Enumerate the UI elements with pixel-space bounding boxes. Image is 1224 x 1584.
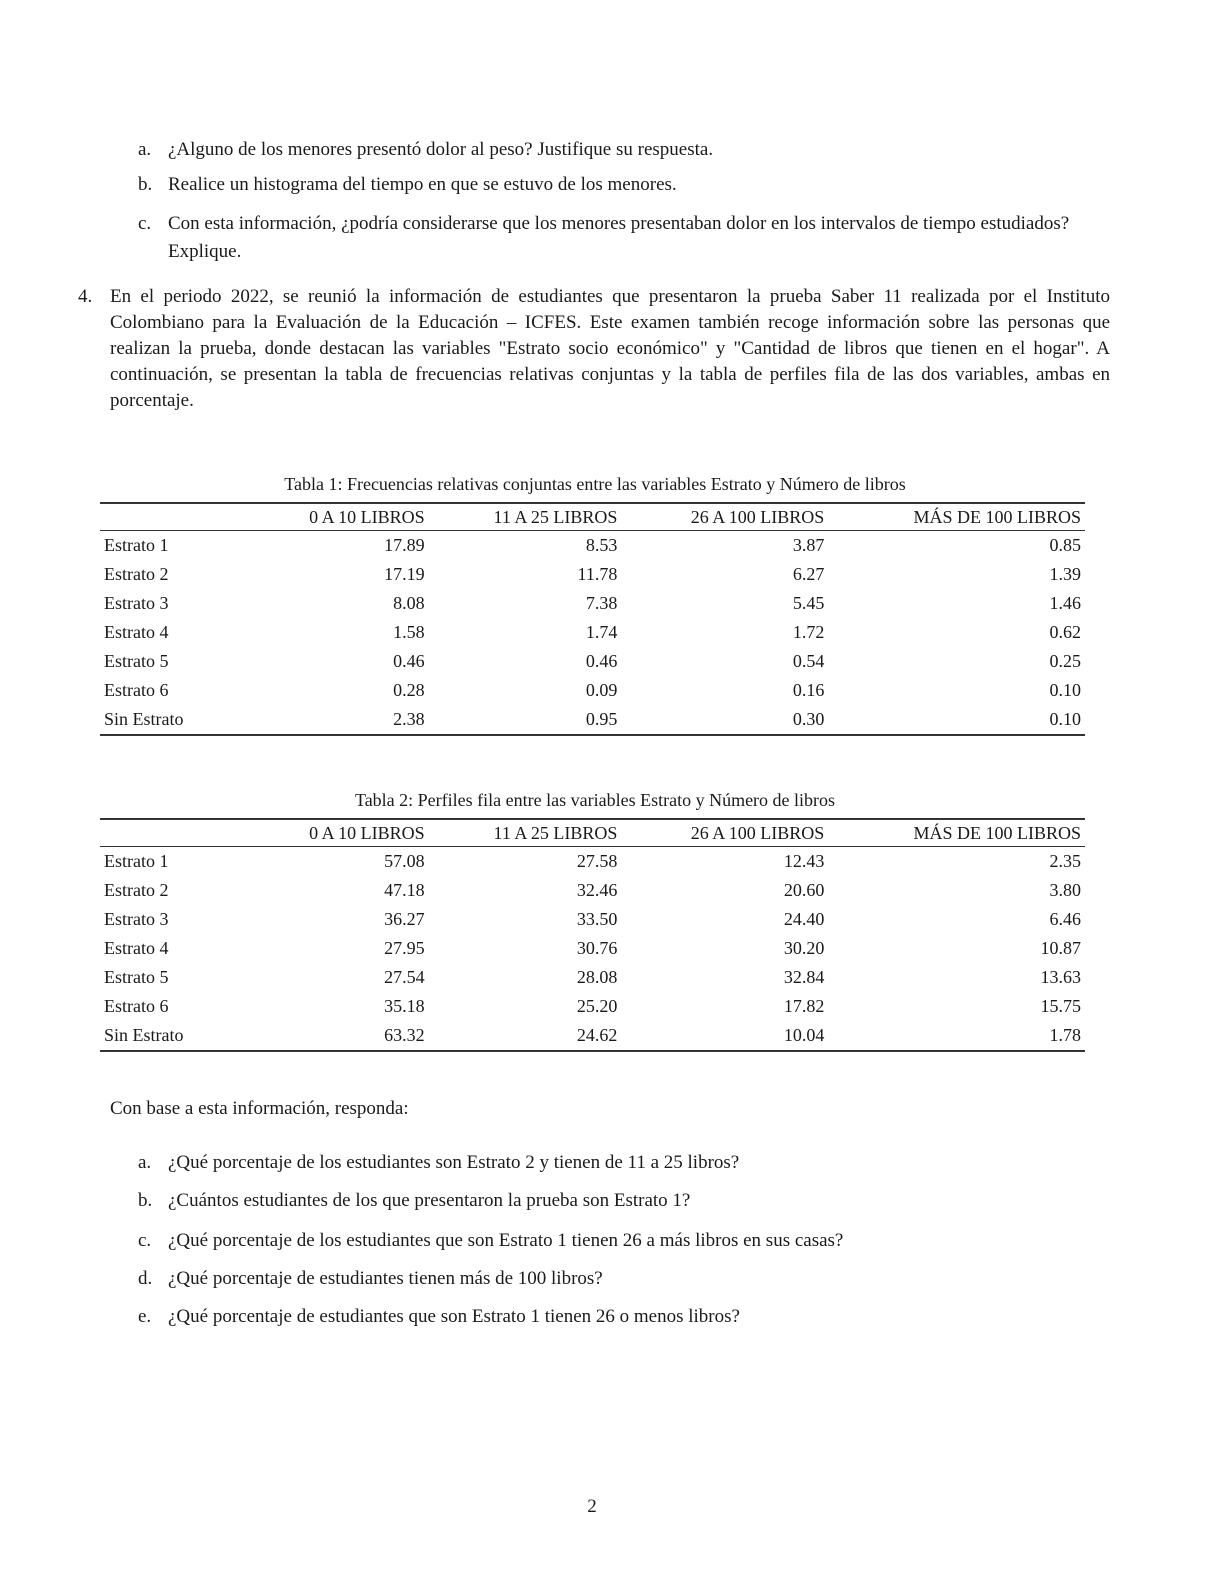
table-cell: 0.16 bbox=[792, 680, 825, 700]
table-row bbox=[100, 963, 1085, 992]
table-header-cell: MÁS DE 100 LIBROS bbox=[913, 822, 1081, 843]
table-cell: 8.53 bbox=[585, 535, 618, 555]
table-cell: 30.76 bbox=[576, 938, 618, 958]
table-header-cell: 11 A 25 LIBROS bbox=[493, 506, 618, 527]
row-label: Estrato 4 bbox=[104, 938, 169, 958]
table-header-cell: 26 A 100 LIBROS bbox=[690, 506, 825, 527]
item-marker: c. bbox=[138, 1230, 152, 1251]
table-cell: 0.28 bbox=[393, 680, 425, 700]
table-cell: 7.38 bbox=[585, 593, 618, 613]
table-cell: 27.58 bbox=[576, 851, 618, 871]
item-text: ¿Cuántos estudiantes de los que presentaron la prueba son Estrato 1? bbox=[168, 1190, 691, 1211]
row-label: Estrato 6 bbox=[104, 996, 169, 1016]
table-row bbox=[100, 560, 1085, 589]
row-label: Estrato 5 bbox=[104, 967, 169, 987]
table-cell: 1.78 bbox=[1049, 1025, 1081, 1045]
table-cell: 0.46 bbox=[585, 651, 618, 671]
table-row bbox=[100, 589, 1085, 618]
table-row bbox=[100, 847, 1085, 877]
table-cell: 36.27 bbox=[384, 909, 425, 929]
table-cell: 63.32 bbox=[384, 1025, 425, 1045]
item-marker: d. bbox=[138, 1268, 153, 1289]
table-cell: 17.89 bbox=[384, 535, 425, 555]
table-cell: 2.35 bbox=[1049, 851, 1081, 871]
item-marker: b. bbox=[138, 174, 153, 195]
list-item bbox=[138, 1264, 603, 1294]
list-item bbox=[138, 1302, 740, 1332]
table-header-cell: MÁS DE 100 LIBROS bbox=[913, 506, 1081, 527]
list-item bbox=[138, 210, 1108, 266]
table-cell: 5.45 bbox=[792, 593, 825, 613]
table-cell: 25.20 bbox=[576, 996, 618, 1016]
table-cell: 13.63 bbox=[1040, 967, 1081, 987]
table-cell: 33.50 bbox=[576, 909, 618, 929]
table-row bbox=[100, 647, 1085, 676]
table-cell: 15.75 bbox=[1040, 996, 1081, 1016]
table-header-row bbox=[100, 819, 1085, 847]
item-text: Realice un histograma del tiempo en que se estuvo de los menores. bbox=[168, 174, 677, 195]
table-cell: 1.58 bbox=[393, 622, 425, 642]
table-cell: 0.85 bbox=[1049, 535, 1081, 555]
table-cell: 35.18 bbox=[384, 996, 425, 1016]
table-cell: 27.54 bbox=[384, 967, 425, 987]
question-number: 4. bbox=[78, 286, 93, 307]
table-cell: 17.82 bbox=[783, 996, 825, 1016]
table-row bbox=[100, 992, 1085, 1021]
table-cell: 12.43 bbox=[783, 851, 825, 871]
list-item bbox=[138, 1186, 690, 1216]
table-cell: 3.87 bbox=[792, 535, 825, 555]
table-cell: 1.46 bbox=[1049, 593, 1081, 613]
table-cell: 0.25 bbox=[1049, 651, 1081, 671]
table-cell: 1.39 bbox=[1049, 564, 1081, 584]
table-cell: 0.30 bbox=[792, 709, 825, 729]
table-row bbox=[100, 531, 1085, 561]
table-cell: 17.19 bbox=[384, 564, 425, 584]
table-cell: 0.09 bbox=[585, 680, 618, 700]
table-cell: 1.74 bbox=[585, 622, 618, 642]
row-label: Estrato 4 bbox=[104, 622, 169, 642]
table-row bbox=[100, 905, 1085, 934]
intro-text: Con base a esta información, responda: bbox=[110, 1098, 409, 1119]
row-label: Estrato 5 bbox=[104, 651, 169, 671]
table-cell: 8.08 bbox=[393, 593, 425, 613]
item-marker: e. bbox=[138, 1306, 152, 1327]
table-cell: 2.38 bbox=[393, 709, 425, 729]
table-header-cell: 11 A 25 LIBROS bbox=[493, 822, 618, 843]
row-label: Sin Estrato bbox=[104, 1025, 184, 1045]
table-header-cell: 26 A 100 LIBROS bbox=[690, 822, 825, 843]
row-label: Estrato 1 bbox=[104, 535, 169, 555]
list-item bbox=[138, 135, 713, 165]
table-row bbox=[100, 676, 1085, 705]
table-cell: 32.46 bbox=[576, 880, 618, 900]
table1 bbox=[100, 502, 1085, 736]
table-cell: 0.10 bbox=[1049, 709, 1081, 729]
item-text: ¿Alguno de los menores presentó dolor al peso? Justifique su respuesta. bbox=[168, 139, 714, 160]
table-header-cell: 0 A 10 LIBROS bbox=[309, 506, 425, 527]
table-row bbox=[100, 1021, 1085, 1051]
table-row bbox=[100, 705, 1085, 735]
item-text: ¿Qué porcentaje de estudiantes tienen más de 100 libros? bbox=[168, 1268, 603, 1289]
table-cell: 0.62 bbox=[1049, 622, 1081, 642]
table-header-cell bbox=[100, 503, 248, 531]
table-cell: 57.08 bbox=[384, 851, 425, 871]
table-cell: 24.62 bbox=[576, 1025, 618, 1045]
item-text: Con esta información, ¿podría considerarse que los menores presentaban dolor en los intervalos de tiempo estudiados? Explique. bbox=[168, 213, 1070, 262]
table-cell: 11.78 bbox=[577, 564, 618, 584]
row-label: Estrato 3 bbox=[104, 593, 169, 613]
table-row bbox=[100, 934, 1085, 963]
table-cell: 6.27 bbox=[792, 564, 825, 584]
table-cell: 0.95 bbox=[585, 709, 618, 729]
item-marker: a. bbox=[138, 1152, 152, 1173]
table-row bbox=[100, 618, 1085, 647]
page-number: 2 bbox=[587, 1496, 597, 1517]
table-cell: 10.04 bbox=[783, 1025, 825, 1045]
table-cell: 24.40 bbox=[783, 909, 825, 929]
item-text: ¿Qué porcentaje de los estudiantes son Estrato 2 y tienen de 11 a 25 libros? bbox=[168, 1152, 740, 1173]
table-header-cell: 0 A 10 LIBROS bbox=[309, 822, 425, 843]
table-cell: 0.46 bbox=[393, 651, 425, 671]
row-label: Estrato 6 bbox=[104, 680, 169, 700]
item-marker: b. bbox=[138, 1190, 153, 1211]
table-cell: 30.20 bbox=[783, 938, 825, 958]
row-label: Estrato 2 bbox=[104, 880, 169, 900]
item-text: ¿Qué porcentaje de estudiantes que son Estrato 1 tienen 26 o menos libros? bbox=[168, 1306, 740, 1327]
question-paragraph bbox=[78, 284, 1110, 414]
table2-caption: Tabla 2: Perfiles fila entre las variables Estrato y Número de libros bbox=[354, 790, 836, 810]
question-text: En el periodo 2022, se reunió la información de estudiantes que presentaron la prueba Saber 11 realizada por el Instituto Colombiano para la Evaluación de la Educación – ICFES. Este examen también recoge información sobre las personas que realizan la prueba, donde destacan las variables "Estrato socio económico" y "Cantidad de libros que tienen en el hogar". A continuación, se presentan la tabla de frecuencias relativas conjuntas y la tabla de perfiles fila de las dos variables, ambas en porcentaje. bbox=[110, 286, 1110, 411]
table-header-cell bbox=[100, 819, 248, 847]
table-cell: 1.72 bbox=[792, 622, 825, 642]
table-cell: 27.95 bbox=[384, 938, 425, 958]
table-cell: 32.84 bbox=[783, 967, 825, 987]
table-cell: 3.80 bbox=[1049, 880, 1081, 900]
table-row bbox=[100, 876, 1085, 905]
row-label: Estrato 1 bbox=[104, 851, 169, 871]
item-marker: c. bbox=[138, 213, 152, 234]
list-item bbox=[138, 1148, 739, 1178]
row-label: Estrato 3 bbox=[104, 909, 169, 929]
table2 bbox=[100, 818, 1085, 1052]
row-label: Estrato 2 bbox=[104, 564, 169, 584]
table-cell: 0.54 bbox=[792, 651, 825, 671]
table-cell: 47.18 bbox=[384, 880, 425, 900]
table1-caption: Tabla 1: Frecuencias relativas conjuntas entre las variables Estrato y Número de libros bbox=[284, 474, 906, 494]
item-marker: a. bbox=[138, 139, 152, 160]
table-cell: 20.60 bbox=[783, 880, 825, 900]
table-cell: 6.46 bbox=[1049, 909, 1081, 929]
table-cell: 0.10 bbox=[1049, 680, 1081, 700]
list-item bbox=[138, 170, 677, 200]
table-header-row bbox=[100, 503, 1085, 531]
item-text: ¿Qué porcentaje de los estudiantes que son Estrato 1 tienen 26 a más libros en sus casas? bbox=[168, 1230, 844, 1251]
list-item bbox=[138, 1226, 843, 1256]
table-cell: 10.87 bbox=[1040, 938, 1081, 958]
table-cell: 28.08 bbox=[576, 967, 618, 987]
row-label: Sin Estrato bbox=[104, 709, 184, 729]
